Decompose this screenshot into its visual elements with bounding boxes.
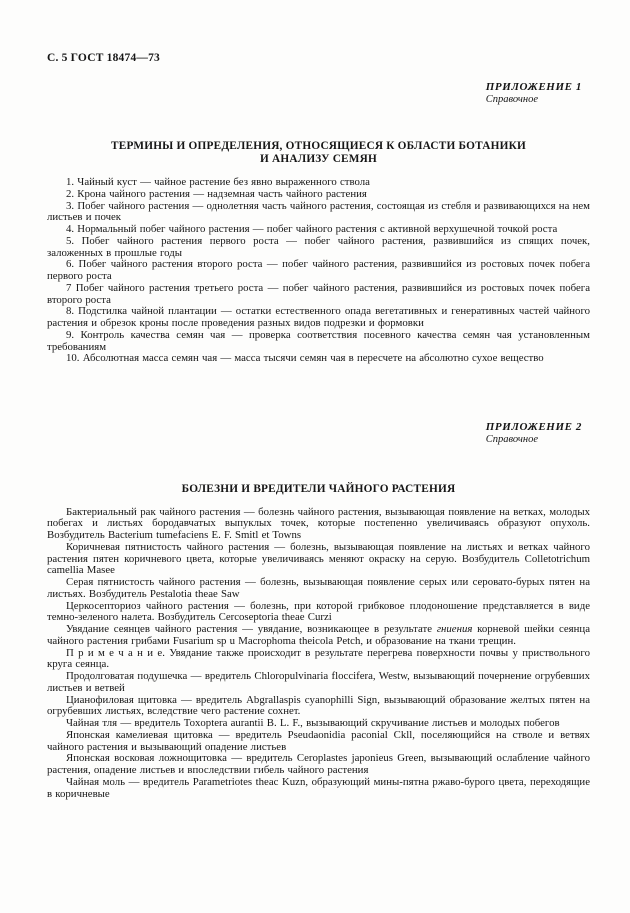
disease-definition: Увядание сеянцев чайного растения — увядание, возникающее в результате гниения корневой шейки сеянца чайного растения грибами Fusarium sp u Macrophoma theicola Petch, и образование на ткани трещин.	[47, 623, 590, 647]
appendix1-title-line1: ТЕРМИНЫ И ОПРЕДЕЛЕНИЯ, ОТНОСЯЩИЕСЯ К ОБЛАСТИ БОТАНИКИ	[110, 140, 526, 152]
disease-definition: П р и м е ч а н и е. Увядание также происходит в результате перегрева поверхности почвы у приствольного круга сеянца.	[47, 646, 590, 671]
term-definition: 2. Крона чайного растения — надземная часть чайного растения	[66, 187, 367, 200]
disease-definition: Чайная тля — вредитель Toxoptera aurantii B. L. F., вызывающий скручивание листьев и молодых побегов	[66, 717, 560, 729]
appendix2-label-box	[486, 421, 582, 446]
disease-definition: Церкосепториоз чайного растения — болезнь, при которой грибковое плодоношение представляется в виде темно-зеленого налета. Возбудитель Cercoseptoria theae Curzi	[47, 599, 590, 624]
appendix2-paragraphs	[47, 507, 590, 801]
term-definition: 9. Контроль качества семян чая — проверка соответствия посевного качества семян чая установленным требованиям	[47, 328, 590, 353]
appendix1-title-line2: И АНАЛИЗУ СЕМЯН	[259, 152, 378, 165]
disease-definition: Бактериальный рак чайного растения — болезнь чайного растения, вызывающая появление на ветках, молодых побегах и листьях бородавчатых выпуклых точек, которые постепенно увеличиваясь образуют опухоль. Возбудитель Bacterium tumefaciens E. F. Smitl et Towns	[47, 505, 590, 541]
appendix1-title	[47, 140, 590, 165]
disease-definition: Цианофиловая щитовка — вредитель Abgrallaspis cyanophilli Sign, вызывающий образование желтых пятен на огрубевших листьях, вследствие чего растение сохнет.	[47, 693, 590, 718]
appendix2-label: ПРИЛОЖЕНИЕ 2	[485, 421, 582, 433]
page-header: С. 5 ГОСТ 18474—73	[47, 52, 160, 64]
appendix1-sublabel: Справочное	[485, 94, 539, 105]
term-definition: 10. Абсолютная масса семян чая — масса тысячи семян чая в пересчете на абсолютно сухое вещество	[66, 352, 544, 365]
appendix1-label: ПРИЛОЖЕНИЕ 1	[485, 81, 582, 93]
term-definition: 5. Побег чайного растения первого роста — побег чайного растения, развившийся из спящих почек, заложенных в прошлые годы	[47, 234, 590, 259]
disease-definition: Японская восковая ложнощитовка — вредитель Ceroplastes japonieus Green, вызывающий ослабление чайного растения, опадение листьев и впоследствии гибель чайного растения	[47, 752, 590, 776]
appendix1-label-block	[47, 81, 590, 107]
term-definition: 3. Побег чайного растения — однолетняя часть чайного растения, состоящая из стебля и развивающихся на нем листьев и почек	[47, 199, 590, 224]
disease-definition: Коричневая пятнистость чайного растения — болезнь, вызывающая появление на листьях и ветках чайного растения пятен коричневого цвета, которые увеличиваясь меняют окраску на серую. Возбудитель Colletotrichum camellia Masee	[47, 540, 590, 577]
disease-definition: Серая пятнистость чайного растения — болезнь, вызывающая появление серых или серовато-бурых пятен на листьях. Возбудитель Pestalotia theae Saw	[47, 576, 590, 600]
disease-definition: Чайная моль — вредитель Parametriotes theac Kuzn, образующий мины-пятна ржаво-бурого цвета, переходящие в коричневые	[47, 775, 590, 800]
appendix1-label-box	[486, 81, 582, 106]
term-definition: 6. Побег чайного растения второго роста — побег чайного растения, развившийся из ростовых почек побега первого роста	[47, 258, 590, 282]
disease-definition: Японская камелиевая щитовка — вредитель Pseudaonidia paconial Ckll, поселяющийся на стволе и ветвях чайного растения и вызывающий опадение листьев	[47, 728, 590, 753]
term-definition: 8. Подстилка чайной плантации — остатки естественного опада вегетативных и генеративных частей чайного растения и обрезок кроны после проведения разных видов подрезки и формовки	[47, 305, 590, 329]
appendix2-label-block	[47, 421, 590, 447]
term-definition: 1. Чайный куст — чайное растение без явно выраженного ствола	[66, 176, 370, 188]
appendix2-sublabel: Справочное	[485, 434, 539, 445]
term-definition: 4. Нормальный побег чайного растения — побег чайного растения с активной верхушечной точкой роста	[66, 223, 558, 235]
disease-definition: Продолговатая подушечка — вредитель Chloropulvinaria floccifera, Westw, вызывающий почернение огрубевших листьев и ветвей	[47, 670, 590, 694]
appendix1-terms-list	[47, 177, 590, 365]
appendix2-title: БОЛЕЗНИ И ВРЕДИТЕЛИ ЧАЙНОГО РАСТЕНИЯ	[181, 483, 456, 495]
term-definition: 7 Побег чайного растения третьего роста — побег чайного растения, развившийся из ростовых почек побега второго роста	[47, 281, 590, 306]
